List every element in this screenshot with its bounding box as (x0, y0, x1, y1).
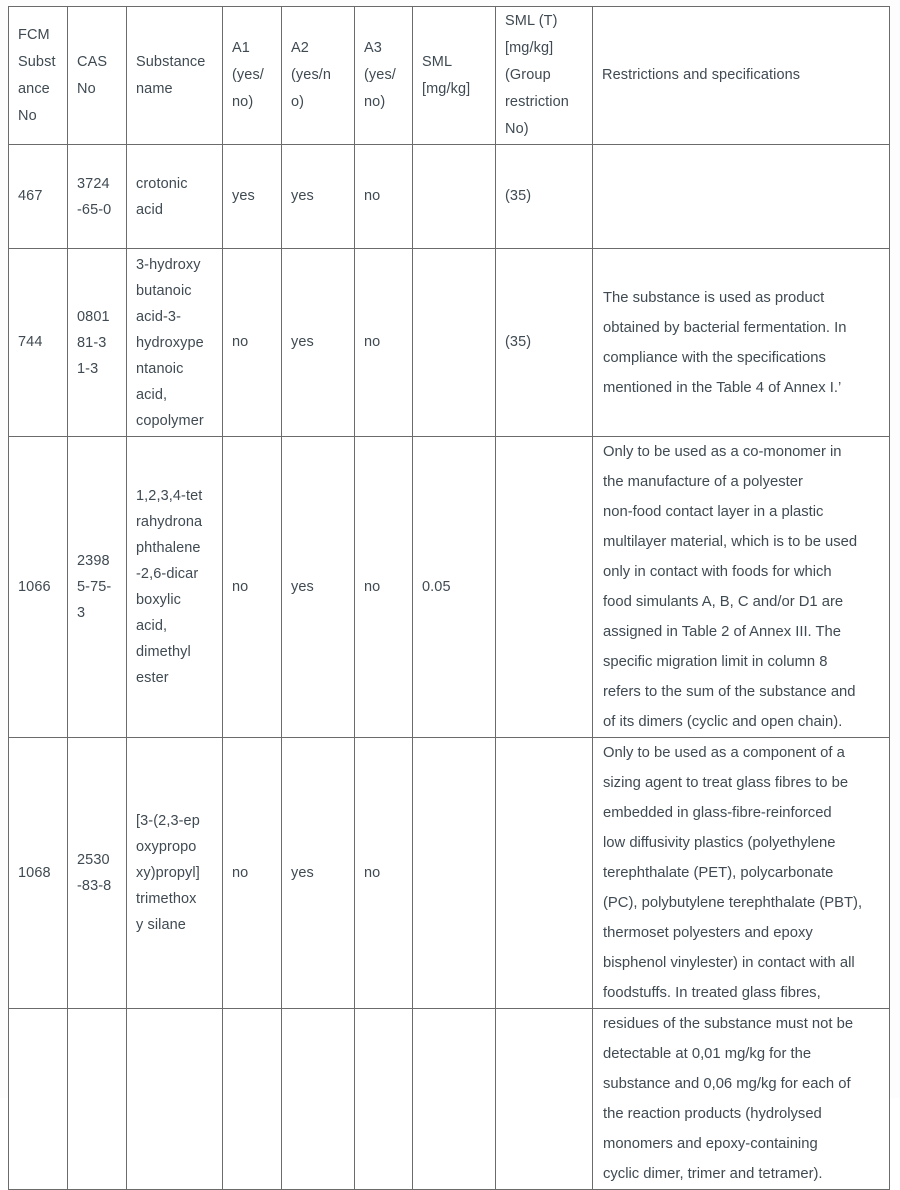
cell-a3 (355, 437, 413, 738)
column-header-substance-name (127, 7, 223, 145)
cell-line: 2398 (77, 553, 110, 569)
cell-line: hydroxype (136, 334, 204, 351)
cell-line: -83-8 (77, 878, 112, 894)
table-header (9, 7, 890, 145)
cell-sml-t (496, 437, 593, 738)
cell-a2 (282, 738, 355, 1009)
header-line: Subst (18, 53, 56, 70)
column-header-a2 (282, 7, 355, 145)
cell-line: 5-75- (77, 579, 112, 595)
cell-substance-name (127, 1009, 223, 1190)
cell-line: crotonic (136, 175, 188, 192)
cell-a2 (282, 249, 355, 437)
cell-sml-t (496, 1009, 593, 1190)
cell-fcm-no (9, 1009, 68, 1190)
cell-value: no (232, 334, 249, 350)
cell-line: Only to be used as a component of a (603, 745, 845, 761)
cell-value: no (232, 578, 249, 595)
cell-restrictions (593, 145, 890, 249)
cell-line: 0801 (77, 308, 110, 325)
header-line: (yes/n (291, 67, 332, 83)
cell-value: no (364, 578, 381, 595)
cell-line: Only to be used as a co-monomer in (603, 444, 842, 460)
cell-a2 (282, 145, 355, 249)
cell-line: obtained by bacterial fermentation. In (603, 319, 847, 336)
cell-line: -65-0 (77, 201, 112, 218)
header-line: (Group (505, 67, 551, 83)
cell-line: the reaction products (hydrolysed (603, 1106, 822, 1122)
cell-fcm-no (9, 738, 68, 1009)
column-header-sml (413, 7, 496, 145)
cell-cas-no (68, 249, 127, 437)
header-line: Restrictions and specifications (602, 67, 801, 83)
header-line: name (136, 80, 173, 97)
header-line: A3 (364, 40, 382, 56)
cell-value: 1066 (18, 578, 51, 595)
cell-value: yes (232, 188, 255, 204)
cell-sml (413, 738, 496, 1009)
cell-line: non-food contact layer in a plastic (603, 504, 824, 520)
column-header-restrictions (593, 7, 890, 145)
cell-line: boxylic (136, 592, 182, 608)
cell-a3 (355, 738, 413, 1009)
cell-line: refers to the sum of the substance and (603, 684, 856, 700)
cell-line: multilayer material, which is to be used (603, 534, 858, 550)
cell-cas-no (68, 437, 127, 738)
cell-line: monomers and epoxy-containing (603, 1136, 818, 1152)
cell-line: 1-3 (77, 360, 99, 377)
cell-line: mentioned in the Table 4 of Annex I.’ (603, 379, 842, 396)
cell-substance-name (127, 738, 223, 1009)
cell-line: detectable at 0,01 mg/kg for the (603, 1046, 812, 1062)
cell-cas-no (68, 738, 127, 1009)
cell-sml-t (496, 249, 593, 437)
table-row (9, 249, 890, 437)
cell-a3 (355, 249, 413, 437)
cell-line: compliance with the specifications (603, 349, 826, 366)
cell-sml (413, 145, 496, 249)
cell-line: substance and 0,06 mg/kg for each of (603, 1076, 851, 1092)
cell-line: acid, (136, 386, 168, 403)
header-line: [mg/kg] (422, 80, 471, 97)
table-row (9, 1009, 890, 1190)
cell-fcm-no (9, 249, 68, 437)
cell-line: low diffusivity plastics (polyethylene (603, 835, 836, 851)
table-row (9, 738, 890, 1009)
cell-fcm-no (9, 145, 68, 249)
cell-value: (35) (505, 188, 532, 204)
cell-value: 1068 (18, 864, 51, 881)
cell-line: acid-3- (136, 308, 182, 325)
cell-a1 (223, 437, 282, 738)
cell-line: 2530 (77, 852, 110, 868)
cell-line: residues of the substance must not be (603, 1016, 854, 1032)
cell-value: yes (291, 334, 314, 350)
cell-line: xy)propyl] (136, 865, 200, 881)
cell-value: yes (291, 864, 314, 881)
cell-line: ester (136, 670, 169, 686)
cell-line: 3724 (77, 175, 110, 192)
cell-line: assigned in Table 2 of Annex III. The (603, 624, 842, 640)
cell-line: 3 (77, 605, 86, 621)
header-line: CAS (77, 53, 108, 70)
cell-line: thermoset polyesters and epoxy (603, 925, 813, 941)
cell-sml-t (496, 738, 593, 1009)
table-header-row (9, 7, 890, 145)
header-line: No (18, 107, 37, 124)
cell-a1 (223, 249, 282, 437)
cell-a3 (355, 1009, 413, 1190)
column-header-sml-t (496, 7, 593, 145)
column-header-fcm-substance-no (9, 7, 68, 145)
cell-line: only in contact with foods for which (603, 564, 832, 580)
cell-sml-t (496, 145, 593, 249)
header-line: ance (18, 80, 50, 97)
cell-sml (413, 437, 496, 738)
cell-line: (PC), polybutylene terephthalate (PBT), (603, 895, 863, 911)
fcm-substance-table (8, 6, 890, 1190)
cell-substance-name (127, 145, 223, 249)
cell-value: 0.05 (422, 578, 451, 595)
cell-substance-name (127, 437, 223, 738)
cell-value: yes (291, 188, 314, 204)
header-line: A2 (291, 40, 309, 56)
header-line: No) (505, 121, 529, 137)
column-header-a1 (223, 7, 282, 145)
header-line: no) (364, 94, 386, 110)
header-line: [mg/kg] (505, 40, 554, 56)
cell-line: 3-hydroxy (136, 256, 201, 273)
cell-restrictions (593, 1009, 890, 1190)
header-line: Substance (136, 53, 206, 70)
table-row (9, 437, 890, 738)
cell-line: embedded in glass-fibre-reinforced (603, 805, 832, 821)
cell-value: 744 (18, 334, 43, 350)
column-header-cas-no (68, 7, 127, 145)
cell-fcm-no (9, 437, 68, 738)
cell-line: dimethyl (136, 644, 191, 660)
cell-line: 1,2,3,4-tet (136, 488, 203, 504)
cell-sml (413, 249, 496, 437)
cell-value: no (364, 188, 381, 204)
cell-line: sizing agent to treat glass fibres to be (603, 775, 849, 791)
cell-a3 (355, 145, 413, 249)
table-row (9, 145, 890, 249)
cell-value: (35) (505, 334, 532, 350)
header-line: SML (422, 53, 453, 70)
cell-line: rahydrona (136, 514, 203, 530)
cell-a2 (282, 1009, 355, 1190)
cell-value: no (232, 864, 249, 881)
header-line: restriction (505, 94, 569, 110)
header-line: no) (232, 94, 254, 110)
header-line: o) (291, 94, 305, 110)
header-line: (yes/ (232, 67, 264, 83)
cell-restrictions (593, 249, 890, 437)
cell-restrictions (593, 738, 890, 1009)
cell-line: [3-(2,3-ep (136, 813, 200, 829)
cell-line: phthalene (136, 540, 201, 556)
cell-line: of its dimers (cyclic and open chain). (603, 714, 843, 730)
cell-line: y silane (136, 917, 186, 933)
table-body (9, 145, 890, 1190)
cell-line: acid (136, 201, 163, 218)
cell-substance-name (127, 249, 223, 437)
cell-value: 467 (18, 188, 43, 204)
column-header-a3 (355, 7, 413, 145)
cell-line: butanoic (136, 282, 192, 299)
cell-line: The substance is used as product (603, 289, 825, 306)
cell-a2 (282, 437, 355, 738)
cell-line: food simulants A, B, C and/or D1 are (603, 594, 844, 610)
cell-line: -2,6-dicar (136, 566, 199, 582)
cell-line: the manufacture of a polyester (603, 474, 803, 490)
cell-line: specific migration limit in column 8 (603, 654, 828, 670)
cell-value: yes (291, 578, 314, 595)
header-line: FCM (18, 26, 50, 43)
cell-line: 81-3 (77, 334, 107, 351)
cell-a1 (223, 738, 282, 1009)
cell-line: foodstuffs. In treated glass fibres, (603, 985, 821, 1001)
cell-line: terephthalate (PET), polycarbonate (603, 865, 834, 881)
cell-restrictions (593, 437, 890, 738)
header-line: No (77, 80, 96, 97)
header-line: A1 (232, 40, 250, 56)
cell-a1 (223, 145, 282, 249)
cell-cas-no (68, 1009, 127, 1190)
cell-a1 (223, 1009, 282, 1190)
cell-value: no (364, 864, 381, 881)
cell-sml (413, 1009, 496, 1190)
cell-line: trimethox (136, 891, 197, 907)
header-line: SML (T) (505, 13, 558, 29)
header-line: (yes/ (364, 67, 396, 83)
cell-value: no (364, 334, 381, 350)
cell-line: ntanoic (136, 360, 184, 377)
cell-line: bisphenol vinylester) in contact with all (603, 955, 855, 971)
cell-line: oxypropo (136, 839, 197, 855)
cell-line: cyclic dimer, trimer and tetramer). (603, 1166, 823, 1182)
cell-line: acid, (136, 618, 168, 634)
cell-cas-no (68, 145, 127, 249)
cell-line: copolymer (136, 412, 204, 429)
